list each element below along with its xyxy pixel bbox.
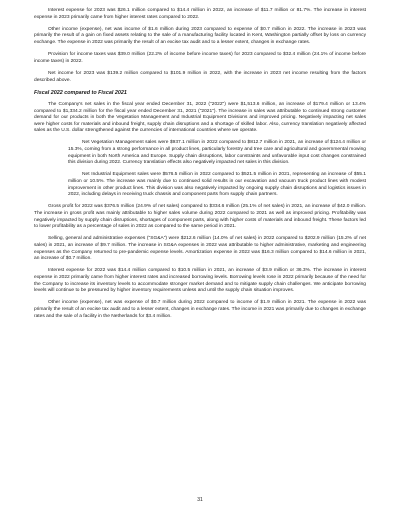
section-heading: Fiscal 2022 compared to Fiscal 2021: [34, 89, 127, 96]
paragraph-gross-profit-2022: Gross profit for 2022 was $376.5 million (24.9% of net sales) compared to $334.6 million (25.1% of net sales) in 2021, an increase of $42.0 million. The increase in gross profit was mainly attributable to higher sales volume during 2022 compared to 2021 as well as improved pricing. Profitability was negatively impacted by supply chain disruptions, shortages of component parts, along with higher costs of materials and inbound freight. These factors led to lower profitability as a percentage of sales in 2022 as compared to the same period in 2021.: [34, 204, 366, 230]
paragraph-industrial-equipment: Net Industrial Equipment sales were $576.5 million in 2022 compared to $521.5 million in 2021, representing an increase of $55.1 million or 10.5%. The increase was mainly due to continued solid results in our excavation and vacuum truck product lines with modest improvement in other product lines. This division was also negatively impacted by ongoing supply chain disruptions and logistics issues in 2022, including delays in receiving truck chassis and component parts from supply chain partners.: [68, 172, 366, 198]
paragraph-other-income-2023: Other income (expense), net was income of $1.6 million during 2023 compared to expense of $0.7 million in 2022. The increase in 2023 was primarily the result of a gain on fixed assets relating to the sale of a manufacturing facility located in Kent, Washington partially offset by loss on currency exchange. The expense in 2022 was primarily the result of an excise tax audit and to a lesser extent, changes in exchange rates.: [34, 26, 366, 45]
paragraph-income-taxes-2023: Provision for income taxes was $39.0 million (22.2% of income before income taxes) for 2023 compared to $32.4 million (24.1% of income before income taxes) in 2022.: [34, 52, 366, 64]
paragraph-interest-expense-2022: Interest expense for 2022 was $14.4 million compared to $10.5 million in 2021, an increase of $3.9 million or 36.3%. The increase in interest expense in 2022 primarily came from higher interest rates and increased borrowing levels. Borrowing levels rose in 2022 primarily because of the need for the Company to increase its inventory levels to accommodate stronger market demand and to mitigate supply chain challenges. We anticipate borrowing levels will continue to be pressured by higher inventory requirements unless and until the supply chain situation improves.: [34, 268, 366, 294]
paragraph-net-income-2023: Net income for 2023 was $139.2 million compared to $101.9 million in 2022, with the increase in 2023 net income resulting from the factors described above.: [34, 70, 366, 83]
paragraph-other-income-2022: Other income (expense), net was expense of $0.7 million during 2022 compared to income of $1.9 million in 2021. The expense in 2022 was primarily the result of an excise tax audit and to a lesser extent, changes in exchange rates. The income in 2021 was primarily due to changes in exchange rates and the sale of a facility in the Netherlands for $3.4 million.: [34, 300, 366, 319]
paragraph-interest-expense-2023: Interest expense for 2023 was $26.1 million compared to $14.4 million in 2022, an increase of $11.7 million or 81.7%. The increase in interest expense in 2023 primarily came from higher interest rates compared to 2022.: [34, 8, 366, 20]
page-number: 31: [197, 497, 203, 503]
paragraph-net-sales-2022: The Company's net sales in the fiscal year ended December 31, 2022 ("2022") were $1,513.6 million, an increase of $179.4 million or 13.4% compared to $1,334.2 million for the fiscal year ended December 31, 2021 ("2021"). The increase in sales was attributable to continued strong customer demand for our products in both the Vegetation Management and Industrial Equipment Divisions and improved pricing. Negatively impacting net sales were higher costs for materials and inbound freight, supply chain disruptions and a shortage of skilled labor. Also, currency translation negatively affected sales as the U.S. dollar strengthened against the currencies of international countries where we operate.: [34, 101, 366, 134]
paragraph-sga-2022: Selling, general and administrative expenses ("SG&A") were $212.6 million (14.0% of net sales) in 2022 compared to $202.9 million (15.2% of net sales) in 2021, an increase of $9.7 million. The increase in SG&A expenses in 2022 was attributable to higher administrative, marketing and engineering expenses as the Company returned to pre-pandemic expense levels. Amortization expense in 2022 was $16.3 million compared to $14.6 million in 2021, an increase of $0.7 million.: [34, 236, 366, 262]
paragraph-vegetation-management: Net Vegetation Management sales were $937.1 million in 2022 compared to $812.7 million in 2021, an increase of $124.4 million or 15.3%, coming from a strong performance in all product lines, particularly forestry and tree care and agricultural and governmental mowing equipment in both North America and Europe. Supply chain disruptions, labor constraints and unfavorable input cost changes constrained this division during 2022. Currency translation effects also negatively impacted net sales in this division.: [68, 140, 366, 166]
